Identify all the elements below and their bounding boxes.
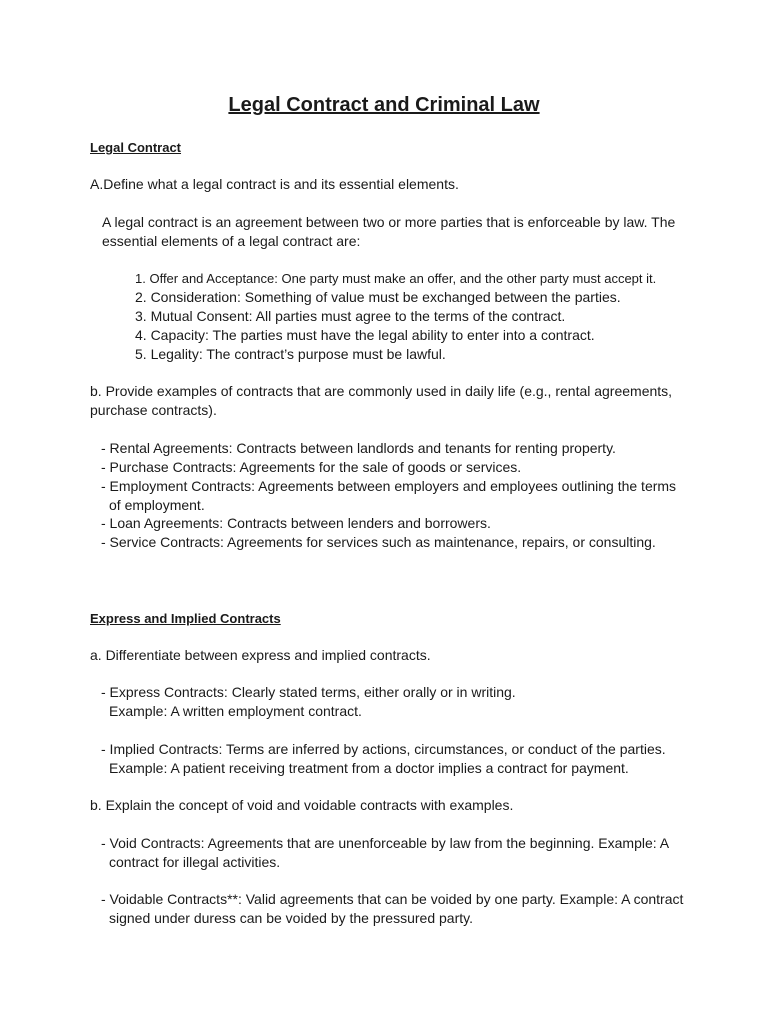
question-b-section-2: b. Explain the concept of void and voidable contracts with examples. [90,797,514,813]
question-a: A.Define what a legal contract is and its essential elements. [90,176,459,192]
question-b-line-2: purchase contracts). [90,402,217,418]
element-item: 5. Legality: The contract’s purpose must be lawful. [135,346,446,362]
section-heading-express-implied: Express and Implied Contracts [90,611,281,626]
voidable-contracts-line-1: - Voidable Contracts**: Valid agreements that can be voided by one party. Example: A contract [101,891,684,907]
express-contracts-line-2: Example: A written employment contract. [109,703,362,719]
answer-a-line-2: essential elements of a legal contract are: [102,233,361,249]
example-item: - Purchase Contracts: Agreements for the sale of goods or services. [101,459,522,475]
question-a-section-2: a. Differentiate between express and implied contracts. [90,647,431,663]
answer-a-line-1: A legal contract is an agreement between two or more parties that is enforceable by law. The [102,214,676,230]
document-title: Legal Contract and Criminal Law [228,94,540,116]
express-contracts-line-1: - Express Contracts: Clearly stated terms, either orally or in writing. [101,684,516,700]
element-item: 1. Offer and Acceptance: One party must make an offer, and the other party must accept it. [135,271,657,286]
voidable-contracts-line-2: signed under duress can be voided by the pressured party. [109,910,473,926]
section-heading-legal-contract: Legal Contract [90,140,182,155]
element-item: 2. Consideration: Something of value must be exchanged between the parties. [135,289,621,305]
void-contracts-line-1: - Void Contracts: Agreements that are unenforceable by law from the beginning. Example: A [101,835,670,851]
implied-contracts-line-2: Example: A patient receiving treatment from a doctor implies a contract for payment. [109,760,629,776]
implied-contracts-line-1: - Implied Contracts: Terms are inferred by actions, circumstances, or conduct of the parties. [101,741,666,757]
example-item: - Loan Agreements: Contracts between lenders and borrowers. [101,515,491,531]
element-item: 3. Mutual Consent: All parties must agree to the terms of the contract. [135,308,566,324]
example-item: - Service Contracts: Agreements for services such as maintenance, repairs, or consulting. [101,534,656,550]
question-b-line-1: b. Provide examples of contracts that are commonly used in daily life (e.g., rental agreements, [90,383,673,399]
example-item-continuation: of employment. [109,497,205,513]
void-contracts-line-2: contract for illegal activities. [109,854,281,870]
example-item: - Employment Contracts: Agreements between employers and employees outlining the terms [101,478,677,494]
example-item: - Rental Agreements: Contracts between landlords and tenants for renting property. [101,440,616,456]
element-item: 4. Capacity: The parties must have the legal ability to enter into a contract. [135,327,595,343]
